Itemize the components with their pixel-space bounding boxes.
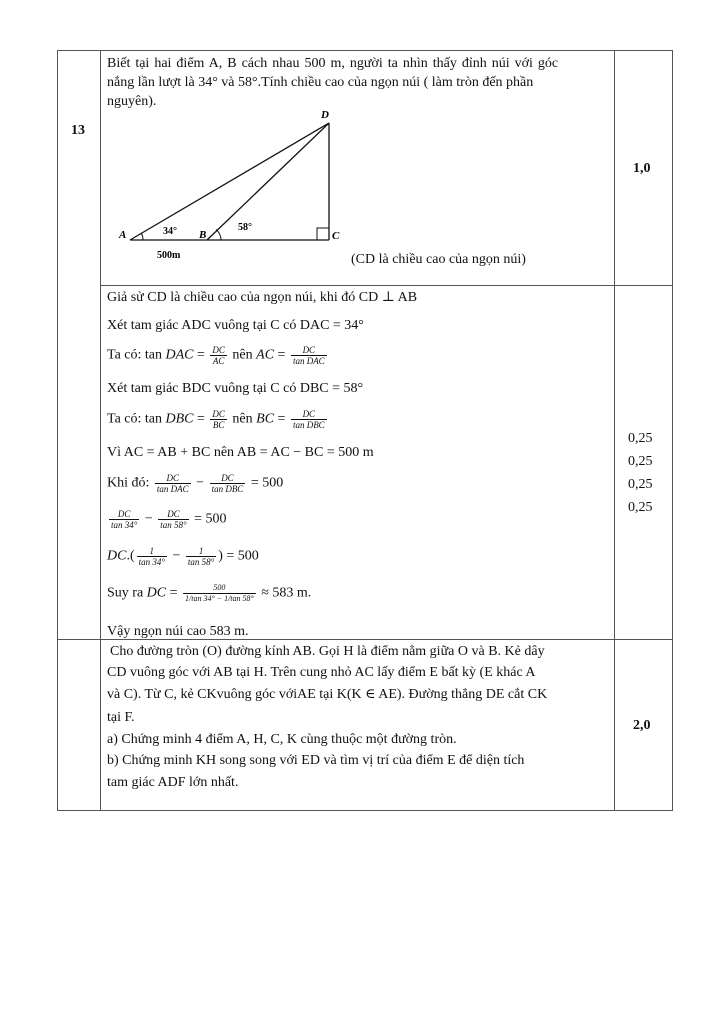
problem-line-1: Biết tại hai điểm A, B cách nhau 500 m, người ta nhìn thấy đỉnh núi với góc [107,56,559,71]
solution-step-3: Ta có: tan DAC = $\frac{DC}{AC}$ nên AC = $\frac{DC}{\text{tan DAC}}$ [107,345,325,366]
q14-part-a: a) Chứng minh 4 điểm A, H, C, K cùng thuộc một đường tròn. [107,732,457,747]
step-10-prefix: Suy ra [107,585,144,601]
solution-step-9: DC.( $\frac{1}{\tan 34^\circ}$ − $\frac{1}{\tan 58^\circ}$ ) = 500 [107,546,259,567]
solution-conclusion: Vậy ngọn núi cao 583 m. [107,624,249,639]
angle-label-A: 34° [163,226,177,237]
solution-step-8: $\frac{DC}{\tan 34^\circ}$ − $\frac{DC}{\tan 58^\circ}$ = 500 [111,509,227,530]
table-row-divider-1 [100,285,673,286]
solution-step-4: Xét tam giác BDC vuông tại C có DBC = 58° [107,381,364,396]
solution-step-7: Khi đó: $\frac{DC}{\text{tan DAC}}$ − $\frac{DC}{\text{tan DBC}}$ = 500 [107,473,284,494]
q14-line-2: CD vuông góc với AB tại H. Trên cung nhỏ AC lấy điểm E bất kỳ (E khác A [107,665,536,680]
fraction-dc-ac: $\frac{DC}{AC}$ [212,345,225,366]
solution-step-6: Vì AC = AB + BC nên AB = AC − BC = 500 m [107,445,374,460]
triangle-figure [115,105,355,261]
q14-score: 2,0 [633,718,651,733]
q14-line-4: tại F. [107,710,135,725]
step-score-4: 0,25 [628,500,653,515]
question-number: 13 [71,123,85,138]
fraction-dc-bc: $\frac{DC}{BC}$ [212,409,225,430]
fraction-dc-tan-dbc: $\frac{DC}{\text{tan DBC}}$ [292,409,325,430]
table-col-divider-1 [100,50,101,811]
fraction-dc-tan-dac: $\frac{DC}{\text{tan DAC}}$ [292,345,325,366]
figure-caption: (CD là chiều cao của ngọn núi) [351,252,526,267]
solution-step-1: Giả sử CD là chiều cao của ngọn núi, khi đó CD ⊥ AB [107,290,418,305]
step-score-1: 0,25 [628,431,653,446]
problem-line-3: nguyên). [107,94,157,109]
label-C: C [332,230,340,242]
solution-step-10: Suy ra DC = $\frac{500}{1/\tan 34^\circ - 1/\tan 58^\circ}$ ≈ 583 m. [107,583,312,603]
table-border-right [672,50,673,811]
table-border-left [57,50,58,811]
step-score-3: 0,25 [628,477,653,492]
step-10-suffix: ≈ 583 m. [261,585,312,601]
angle-label-B: 58° [238,222,252,233]
q14-part-b-line-2: tam giác ADF lớn nhất. [107,775,239,790]
line-BD [207,123,329,240]
question-score: 1,0 [633,161,651,176]
right-angle-mark [317,228,329,240]
line-AD [130,123,329,240]
step-5-prefix: Ta có: tan [107,411,162,427]
step-7-prefix: Khi đó: [107,475,150,491]
q14-line-3: và C). Từ C, kẻ CKvuông góc vớiAE tại K(K ∈ AE). Đường thẳng DE cắt CK [107,687,548,702]
solution-step-2: Xét tam giác ADC vuông tại C có DAC = 34° [107,318,364,333]
table-border-top [57,50,673,51]
problem-line-2: nắng lần lượt là 34° và 58°.Tính chiều cao của ngọn núi ( làm tròn đến phần [107,75,534,90]
table-col-divider-2 [614,50,615,811]
q14-line-1: Cho đường tròn (O) đường kính AB. Gọi H là điểm nằm giữa O và B. Kẻ dây [110,644,545,659]
label-D: D [321,109,329,121]
step-score-2: 0,25 [628,454,653,469]
angle-arc-A [142,234,144,241]
table-border-bottom [57,810,673,811]
q14-part-b-line-1: b) Chứng minh KH song song với ED và tìm vị trí của điểm E để diện tích [107,753,525,768]
label-A: A [119,229,127,241]
base-length-label: 500m [157,250,181,261]
label-B: B [199,229,207,241]
solution-step-5: Ta có: tan DBC = $\frac{DC}{BC}$ nên BC = $\frac{DC}{\text{tan DBC}}$ [107,409,325,430]
step-3-prefix: Ta có: tan [107,347,162,363]
